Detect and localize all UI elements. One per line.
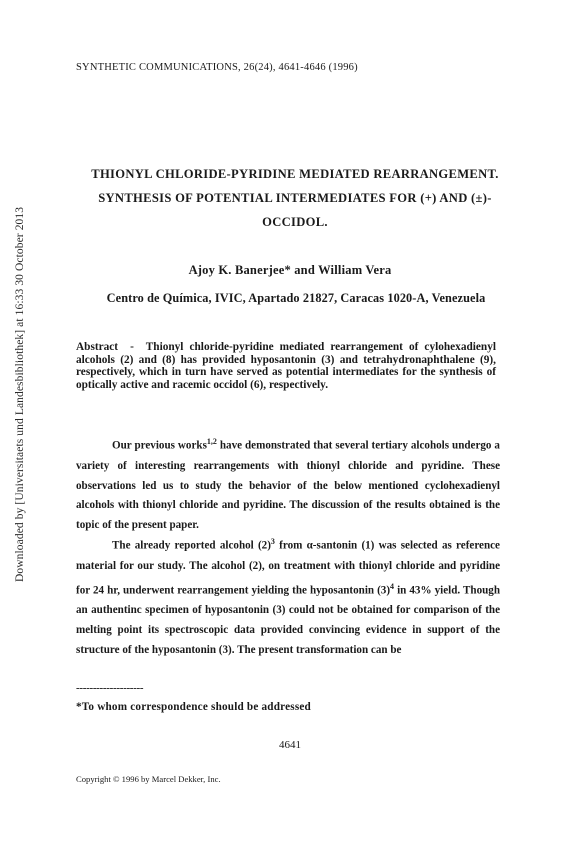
affiliation: Centro de Química, IVIC, Apartado 21827, Caracas 1020-A, Venezuela (106, 291, 486, 305)
body-text: in 43% yield. Though an authentinc specimen of hyposantonin (3) could not be obtained for comparison of the melting point its spectroscopic data provided convincing evidence in support of the structure of the hyposantonin (3). The present transformation can be (76, 584, 500, 656)
body-text: The already reported alcohol (2) (112, 539, 271, 552)
body-text: have demonstrated that several tertiary alcohols undergo a variety of interesting rearrangements with thionyl chloride and pyridine. These observations led us to study the behavior of the below mentioned cyclohexadienyl alcohols with thionyl chloride and pyridine. The discussion of the results obtained is the topic of the present paper. (76, 439, 500, 532)
title-line-1: THIONYL CHLORIDE-PYRIDINE MEDIATED REARRANGEMENT. (91, 167, 499, 181)
journal-citation: SYNTHETIC COMMUNICATIONS, 26(24), 4641-4646 (1996) (76, 62, 358, 73)
copyright-notice: Copyright © 1996 by Marcel Dekker, Inc. (76, 774, 221, 784)
footnote-rule: -------------------- (76, 682, 144, 694)
body-paragraph-2 (76, 532, 500, 661)
abstract-text: Thionyl chloride-pyridine mediated rearrangement of cylohexadienyl alcohols (2) and (8) has provided hyposantonin (3) and tetrahydronaphthalene (9), respectively, which in turn have served as potential intermediates for the synthesis of optically active and racemic occidol (6), respectively. (76, 341, 496, 391)
citation-superscript: 3 (270, 537, 275, 546)
page-number: 4641 (279, 739, 301, 751)
author-list: Ajoy K. Banerjee* and William Vera (188, 263, 392, 277)
abstract-label: Abstract (76, 341, 119, 353)
citation-superscript: 4 (390, 581, 395, 591)
title-line-2: SYNTHESIS OF POTENTIAL INTERMEDIATES FOR (+) AND (±)- (98, 191, 492, 205)
body-text: Our previous works (112, 439, 207, 452)
body-paragraph-1 (76, 432, 500, 536)
body-text: from α-santonin (1) was selected as reference material for our study. The alcohol (2), on treatment with thionyl chloride and pyridine for 24 hr, underwent rearrangement yielding the hyposantonin (3) (76, 539, 500, 597)
abstract-separator: - (130, 341, 134, 353)
download-watermark: Downloaded by [Universitaets und Landesbibliothek] at 16:33 30 October 2013 (14, 206, 26, 582)
correspondence-footnote: *To whom correspondence should be addressed (76, 701, 311, 713)
citation-superscript: 1,2 (206, 437, 217, 446)
abstract (76, 341, 496, 391)
title-line-3: OCCIDOL. (262, 215, 328, 229)
